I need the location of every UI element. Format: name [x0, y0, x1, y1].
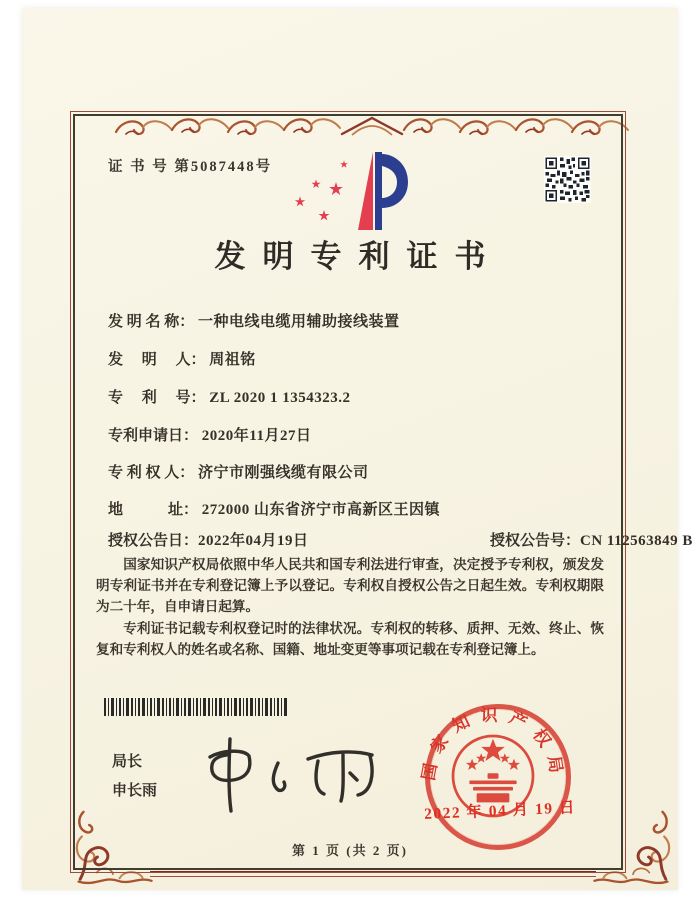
bottom-border-line [150, 871, 596, 877]
field-label: 专 利 号： [108, 390, 206, 406]
cnipa-logo [278, 146, 428, 236]
field-patentee [108, 461, 369, 482]
grant-number [490, 529, 693, 550]
director-signature [192, 733, 387, 821]
field-value: 一种电线电缆用辅助接线装置 [198, 314, 400, 330]
grant-date-label: 授权公告日： [108, 533, 199, 549]
field-value: 济宁市刚强线缆有限公司 [198, 465, 369, 481]
field-label: 地 址： [108, 502, 199, 518]
field-patent-number [108, 386, 350, 407]
certificate-title: 发明专利证书 [214, 239, 503, 274]
field-label: 发 明 名 称： [108, 314, 195, 330]
seal-date-stamp: 2022 年 04 月 19 日 [423, 799, 577, 823]
signer-name: 申长雨 [112, 782, 158, 799]
legal-text [96, 554, 604, 660]
official-red-seal [415, 694, 571, 850]
legal-paragraph-2: 专利证书记载专利权登记时的法律状况。专利权的转移、质押、无效、终止、恢复和专利权人的姓名或名称、国籍、地址变更等事项记载在专利登记簿上。 [96, 620, 604, 657]
grant-number-value: CN 112563849 B [580, 533, 693, 549]
field-application-date [108, 424, 311, 445]
svg-text:国家知识产权局 [419, 706, 567, 784]
signer-title: 局长 [112, 754, 143, 770]
qr-code-icon [544, 156, 591, 203]
field-inventor [108, 348, 256, 369]
page-number: 第 1 页 (共 2 页) [292, 843, 408, 858]
field-label: 专 利 权 人： [108, 465, 195, 481]
legal-paragraph-1: 国家知识产权局依照中华人民共和国专利法进行审查，决定授予专利权，颁发发明专利证书并在专利登记簿上予以登记。专利权自授权公告之日起生效。专利权期限为二十年，自申请日起算。 [96, 557, 604, 615]
field-invention-name [108, 310, 400, 331]
seal-org-text: 国家知识产权局 [418, 705, 568, 785]
certificate-number: 证 书 号 第5087448号 [108, 159, 273, 175]
grant-date-value: 2022年04月19日 [198, 533, 309, 549]
field-label: 发 明 人： [108, 352, 206, 368]
grant-number-label: 授权公告号： [490, 533, 581, 549]
field-value: 272000 山东省济宁市高新区王因镇 [201, 502, 441, 518]
field-label: 专利申请日： [108, 428, 199, 444]
field-address [108, 498, 440, 519]
barcode-icon [104, 698, 290, 716]
grant-date [108, 533, 309, 549]
signer-block [112, 748, 157, 805]
field-value: 2020年11月27日 [201, 428, 312, 444]
grant-row [108, 529, 693, 550]
field-value: ZL 2020 1 1354323.2 [209, 390, 351, 406]
field-value: 周祖铭 [209, 352, 256, 368]
